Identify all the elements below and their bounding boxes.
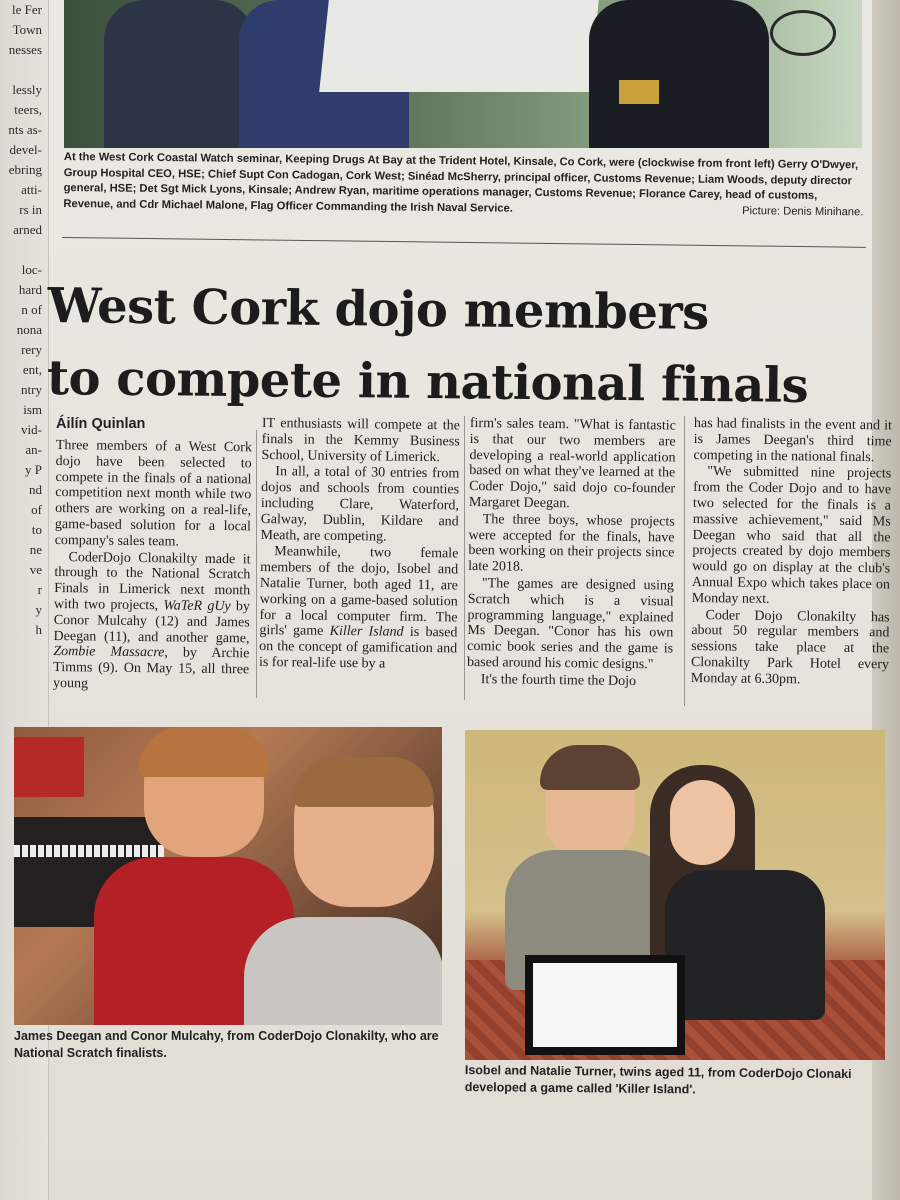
margin-fragment: atti- [21, 182, 42, 197]
caption-text: At the West Cork Coastal Watch seminar, Keeping Drugs At Bay at the Trident Hotel, Kinsale, Co Cork, were (clockwise from front left) Gerry O'Dwyer, Group Hospital CEO, HSE; Chief Supt Con Cadogan, Cork West; Sinéad McSherry, principal officer, Customs Revenue; Liam Woods, deputy director general, HSE; Det Sgt Mick Lyons, Kinsale; Andrew Ryan, maritime operations manager, Customs Revenue; Florance Carey, head of customs, Revenue, and Cdr Michael Malone, Flag Officer Commanding the Irish Naval Service. [63, 150, 859, 215]
margin-fragment: lessly [12, 82, 42, 97]
margin-fragment: of [31, 502, 42, 517]
game-title-killer-island: Killer Island [329, 624, 404, 641]
margin-fragment [0, 240, 48, 260]
ships-wheel [770, 10, 836, 56]
margin-fragment: to [31, 522, 42, 537]
margin-fragment: vid- [21, 422, 42, 437]
margin-fragment: y P [25, 462, 42, 477]
margin-fragment: rs in [19, 202, 42, 217]
margin-fragment: h [35, 622, 42, 637]
col1-p2-text: CoderDojo Clonakilty made it through to the National Scratch Finals in Limerick next month with two projects, [53, 549, 251, 614]
headline-line-1: West Cork dojo members [47, 277, 710, 341]
article-column-1 [53, 438, 252, 694]
game-title-zombie-massacre: Zombie Massacre [53, 644, 165, 661]
margin-fragment: nts as- [8, 122, 42, 137]
col4-paragraph-1: has had finalists in the event and it is James Deegan's third time competing in the national finals. [693, 416, 892, 465]
margin-fragment: hard [18, 282, 42, 297]
margin-fragment: devel- [9, 142, 42, 157]
girl-two-face [670, 780, 735, 865]
article-headline [46, 270, 877, 423]
margin-fragment: nesses [8, 42, 42, 57]
col4-paragraph-2: "We submitted nine projects from the Coder Dojo and to have two selected for the finals is a massive achievement," said Ms Deegan who said that all the projects created by dojo members would go on display at the club's Annual Expo which takes place on Monday next. [691, 464, 892, 607]
col4-paragraph-3: Coder Dojo Clonakilty has about 50 regular members and sessions take place at the Clonakilty Park Hotel every Monday at 6.30pm. [690, 607, 890, 688]
seminar-photo-caption [63, 150, 864, 220]
seminar-photo [64, 0, 862, 148]
margin-fragment: nona [16, 322, 42, 337]
margin-fragment: an- [25, 442, 42, 457]
margin-fragment [0, 60, 48, 80]
section-divider [62, 237, 866, 248]
col1-paragraph-2 [53, 550, 251, 695]
twins-photo [465, 730, 885, 1060]
margin-fragment: ntry [21, 382, 42, 397]
margin-fragment: loc- [21, 262, 42, 277]
margin-fragment: ebring [8, 162, 42, 177]
article-column-2 [259, 416, 460, 673]
red-sign [14, 737, 84, 797]
col1-p2-text-2: by Conor Mulcahy (12) and James Deegan (11), and another game, [53, 599, 251, 646]
officer-figure [104, 0, 254, 148]
girl-one-hair [540, 745, 640, 790]
headline-line-2: to compete in national finals [46, 349, 809, 414]
margin-fragment: Town [12, 22, 42, 37]
col2-p3-text: Meanwhile, two female members of the dojo, Isobel and Natalie Turner, both aged 11, are working on a game-based solution for a local computer firm. The girls' game [259, 544, 459, 640]
byline: Áilín Quinlan [56, 416, 146, 432]
game-title-water-guy: WaTeR gUy [163, 598, 231, 615]
dark-top [665, 870, 825, 1020]
naval-officer-figure [589, 0, 769, 148]
boys-photo-caption: James Deegan and Conor Mulcahy, from CoderDojo Clonakilty, who are National Scratch finalists. [14, 1029, 439, 1060]
margin-fragment: y [35, 602, 42, 617]
grey-patterned-shirt [244, 917, 442, 1025]
screen-white [533, 963, 677, 1047]
margin-fragment: teers, [14, 102, 42, 117]
col3-paragraph-1: firm's sales team. "What is fantastic is that our two members are developing a real-world application based on what they've learned at the Coder Dojo," said dojo co-founder Margaret Deegan. [468, 416, 676, 512]
twins-photo-caption: Isobel and Natalie Turner, twins aged 11, from CoderDojo Clonaki developed a game called 'Killer Island'. [464, 1063, 852, 1096]
gold-stripes [619, 80, 659, 104]
margin-fragment: le Fer [12, 2, 42, 17]
article-column-4 [691, 416, 892, 689]
margin-fragment: arned [13, 222, 42, 237]
boy-one-hair [139, 727, 269, 777]
col3-paragraph-3: "The games are designed using Scratch which is a visual programming language," explained Ms Deegan. "Conor has his own comic book series and the game is based around his comic designs." [466, 576, 675, 673]
photo-credit: Picture: Denis Minihane. [742, 204, 864, 218]
margin-fragment: ism [23, 402, 42, 417]
col1-paragraph-1: Three members of a West Cork dojo have been selected to compete in the finals of a national competition next month while two others are working on a real-life, game-based solution for a local company's sales team. [54, 438, 252, 550]
column-rule [464, 416, 465, 700]
col1-p2-text-3: , by Archie Timms (9). On May 15, all three young [52, 645, 250, 692]
margin-fragment: ne [29, 542, 42, 557]
margin-fragment: r [37, 582, 42, 597]
col2-paragraph-2: In all, a total of 30 entries from dojos and schools from counties including Clare, Waterford, Galway, Dublin, Kildare and Meath, are competing. [260, 464, 460, 545]
margin-fragment: ent, [22, 362, 42, 377]
margin-fragment: rery [21, 342, 42, 357]
col2-paragraph-3 [259, 544, 459, 673]
banner-sheet [319, 0, 599, 92]
col3-paragraph-2: The three boys, whose projects were accepted for the finals, have been working on their projects since late 2018. [468, 511, 675, 575]
boy-two-hair [294, 757, 434, 807]
margin-fragment: ve [29, 562, 42, 577]
boys-photo [14, 727, 442, 1025]
column-rule [684, 416, 685, 706]
piano-keys [14, 845, 164, 857]
col2-p3-text-2: is based on the concept of gamification and is for real-life use by a [258, 625, 458, 672]
col3-paragraph-4: It's the fourth time the Dojo [480, 671, 637, 689]
column-rule [256, 430, 257, 698]
col2-paragraph-1: IT enthusiasts will compete at the finals in the Kemmy Business School, University of Limerick. [261, 416, 460, 465]
margin-fragment: nd [29, 482, 42, 497]
margin-fragment: n of [21, 302, 42, 317]
article-column-3 [467, 416, 676, 690]
